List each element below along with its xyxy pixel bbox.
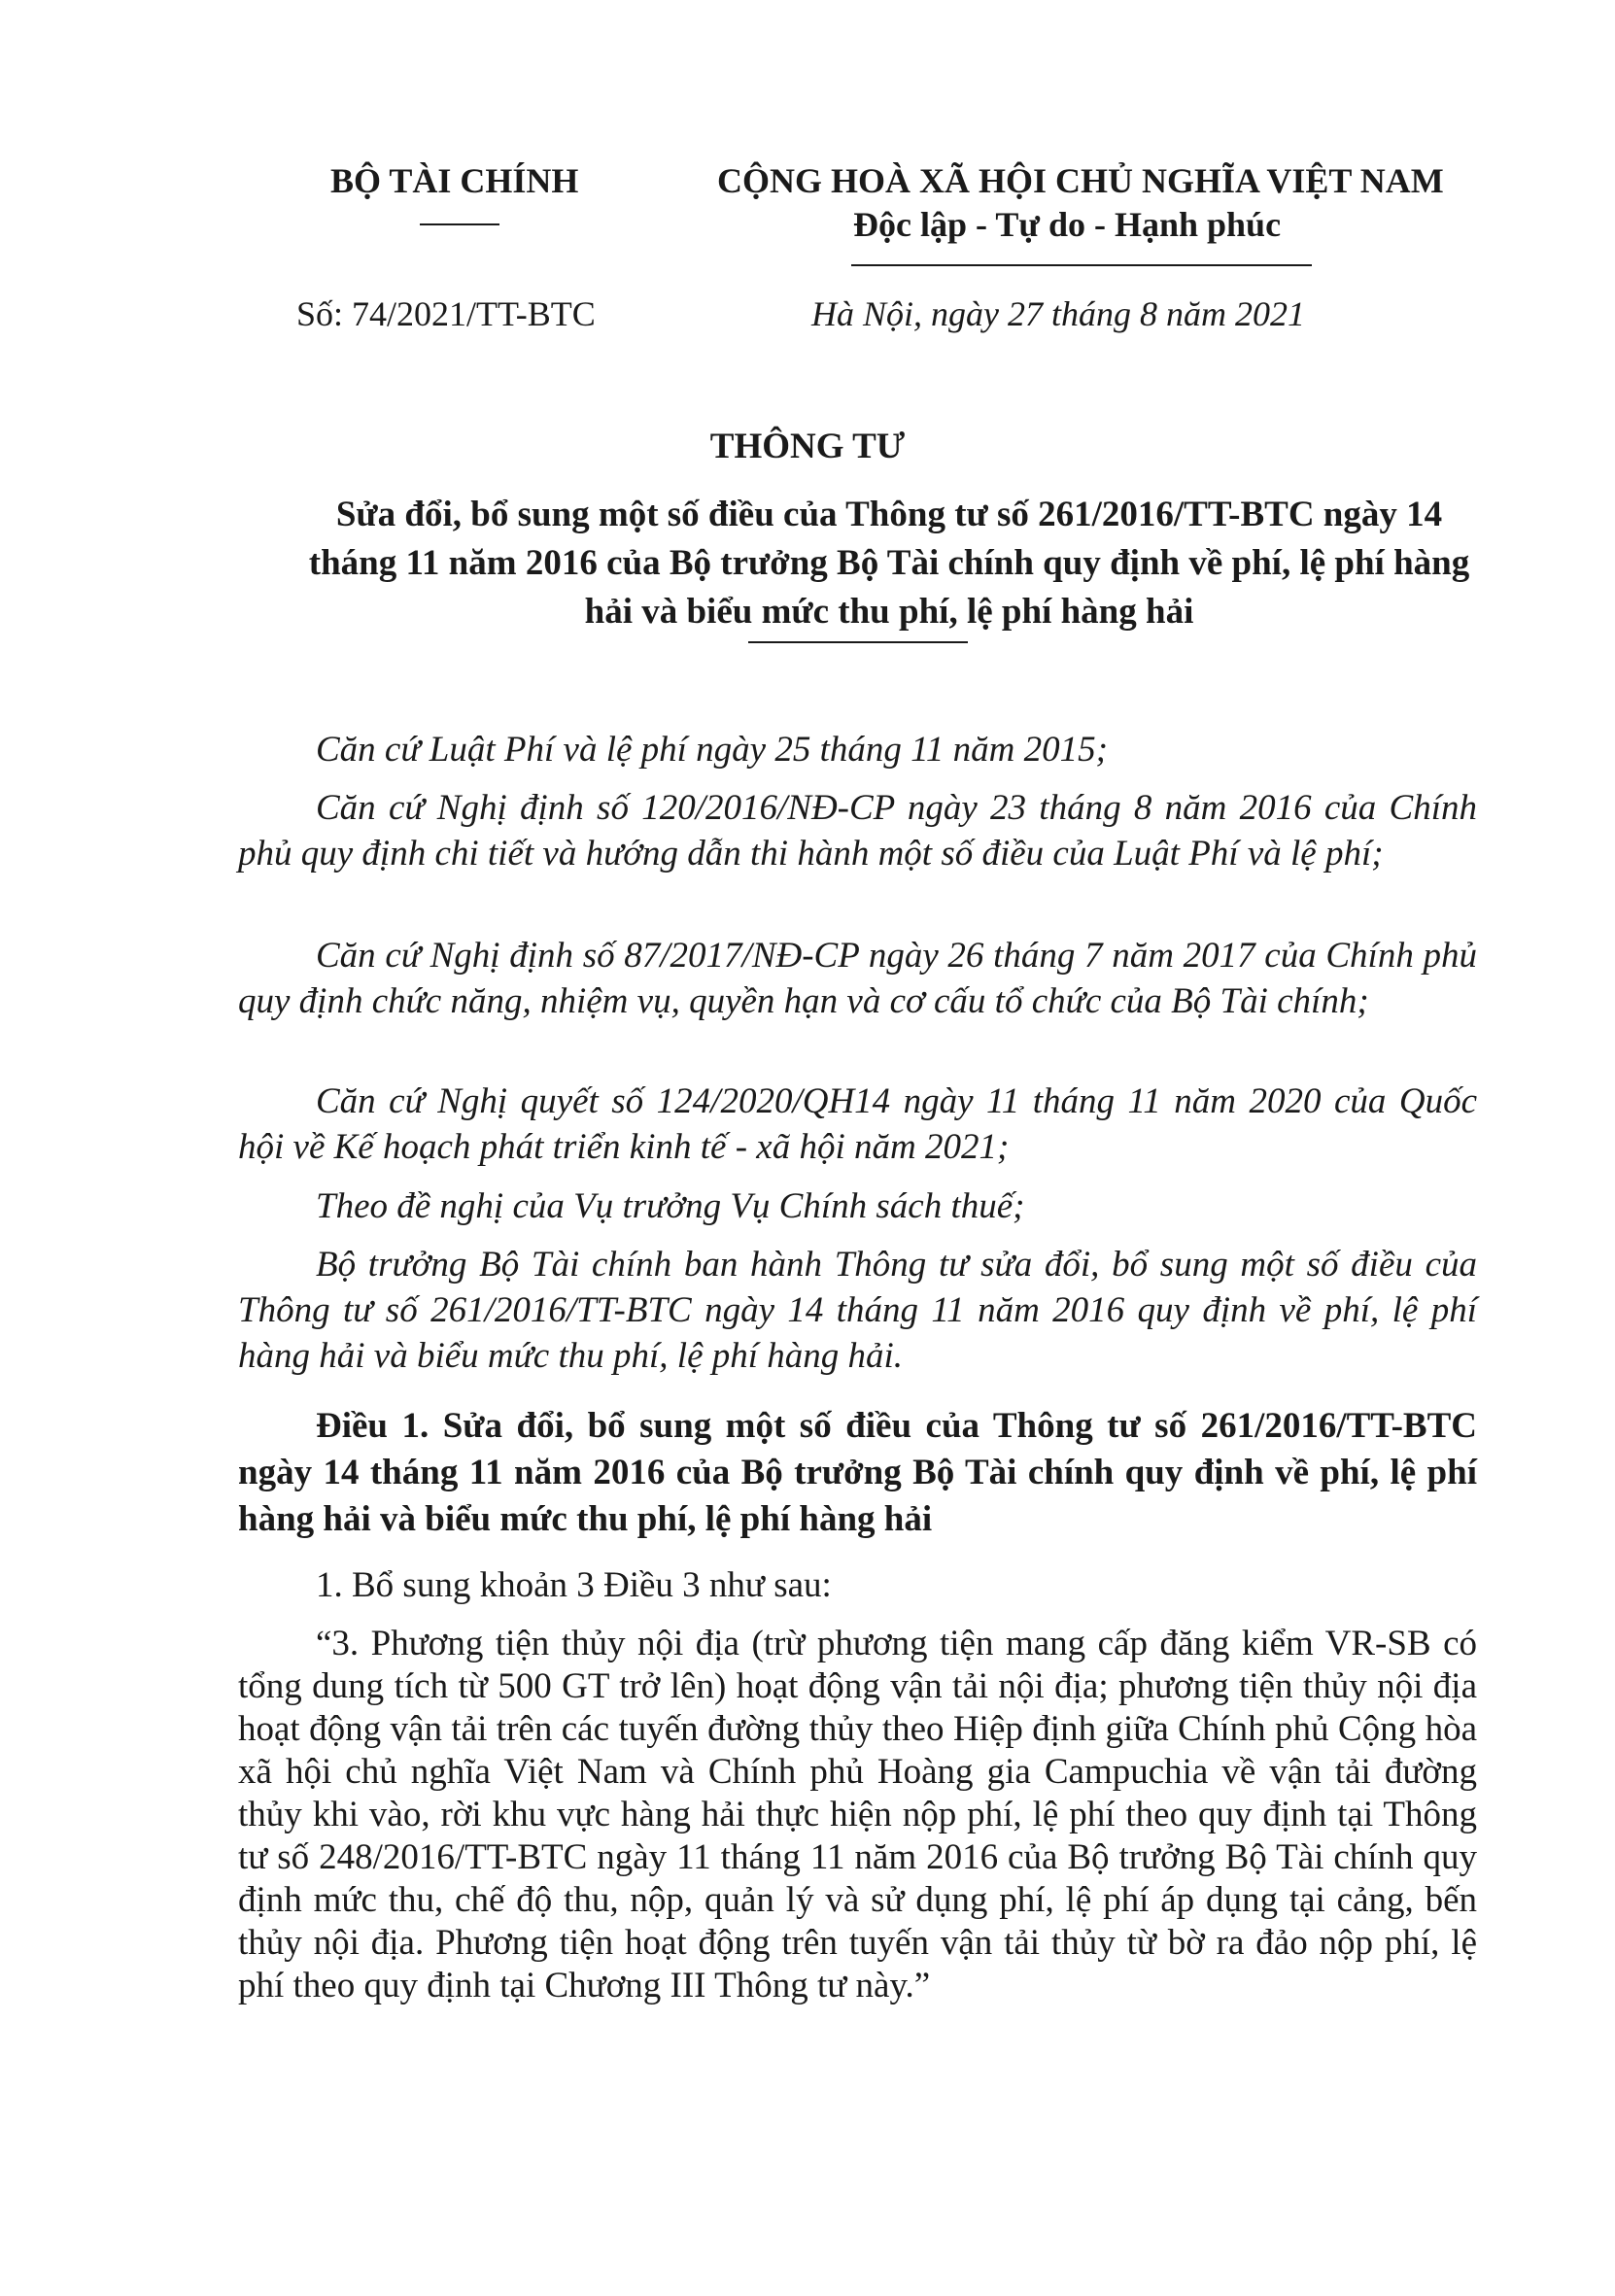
preamble-decree-120: Căn cứ Nghị định số 120/2016/NĐ-CP ngày 23 tháng 8 năm 2016 của Chính phủ quy định chi tiết và hướng dẫn thi hành một số điều của Luật Phí và lệ phí; (238, 788, 1477, 874)
preamble-law: Căn cứ Luật Phí và lệ phí ngày 25 tháng 11 năm 2015; (316, 730, 1108, 770)
place-and-date: Hà Nội, ngày 27 tháng 8 năm 2021 (811, 294, 1305, 333)
preamble-issuance: Bộ trưởng Bộ Tài chính ban hành Thông tư sửa đổi, bổ sung một số điều của Thông tư số 261/2016/TT-BTC ngày 14 tháng 11 năm 2016 quy định về phí, lệ phí hàng hải và biểu mức thu phí, lệ phí hàng hải. (238, 1245, 1477, 1376)
national-motto: Độc lập - Tự do - Hạnh phúc (853, 205, 1282, 244)
title-underline (748, 641, 968, 643)
document-number: Số: 74/2021/TT-BTC (296, 294, 596, 333)
motto-underline (851, 264, 1312, 266)
article-1-heading: Điều 1. Sửa đổi, bổ sung một số điều của Thông tư số 261/2016/TT-BTC ngày 14 tháng 11 năm 2016 của Bộ trưởng Bộ Tài chính quy định về phí, lệ phí hàng hải và biểu mức thu phí, lệ phí hàng hải (238, 1406, 1477, 1539)
issuing-agency: BỘ TÀI CHÍNH (330, 161, 579, 200)
country-name: CỘNG HOÀ XÃ HỘI CHỦ NGHĨA VIỆT NAM (717, 161, 1444, 200)
preamble-proposal: Theo đề nghị của Vụ trưởng Vụ Chính sách thuế; (316, 1186, 1025, 1226)
article-1-item-1-text: “3. Phương tiện thủy nội địa (trừ phương tiện mang cấp đăng kiểm VR-SB có tổng dung tích từ 500 GT trở lên) hoạt động vận tải nội địa; phương tiện thủy nội địa hoạt động vận tải trên các tuyến đường thủy theo Hiệp định giữa Chính phủ Cộng hòa xã hội chủ nghĩa Việt Nam và Chính phủ Hoàng gia Campuchia về vận tải đường thủy khi vào, rời khu vực hàng hải thực hiện nộp phí, lệ phí theo quy định tại Thông tư số 248/2016/TT-BTC ngày 11 tháng 11 năm 2016 của Bộ trưởng Bộ Tài chính quy định mức thu, chế độ thu, nộp, quản lý và sử dụng phí, lệ phí áp dụng tại cảng, bến thủy nội địa. Phương tiện hoạt động trên tuyến vận tải thủy từ bờ ra đảo nộp phí, lệ phí theo quy định tại Chương III Thông tư này.” (238, 1624, 1477, 2005)
preamble-decree-87: Căn cứ Nghị định số 87/2017/NĐ-CP ngày 26 tháng 7 năm 2017 của Chính phủ quy định chức năng, nhiệm vụ, quyền hạn và cơ cấu tổ chức của Bộ Tài chính; (238, 936, 1477, 1021)
preamble-resolution-124: Căn cứ Nghị quyết số 124/2020/QH14 ngày 11 tháng 11 năm 2020 của Quốc hội về Kế hoạch phát triển kinh tế - xã hội năm 2021; (238, 1081, 1477, 1167)
document-subtitle: Sửa đổi, bổ sung một số điều của Thông tư số 261/2016/TT-BTC ngày 14 tháng 11 năm 2016 của Bộ trưởng Bộ Tài chính quy định về phí, lệ phí hàng hải và biểu mức thu phí, lệ phí hàng hải (308, 495, 1470, 632)
document-type: THÔNG TƯ (709, 427, 906, 466)
agency-underline (420, 223, 499, 225)
article-1-item-1-intro: 1. Bổ sung khoản 3 Điều 3 như sau: (316, 1565, 832, 1605)
